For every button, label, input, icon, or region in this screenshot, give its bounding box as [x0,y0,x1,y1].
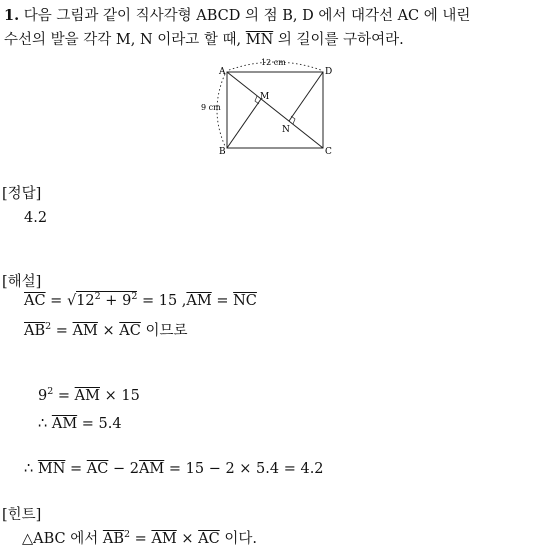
segment-mn: $\overline{MN}$ [37,461,66,477]
answer-value: 4.2 [24,210,48,226]
question-line-1 [4,4,470,25]
minus: − 2 [108,461,139,477]
segment-am: $\overline{AM}$ [151,531,177,547]
solution-header: [해설] [2,274,42,290]
triangle-text: △ABC 에서 [22,531,103,547]
segment-mn: $\overline{MN}$ [245,32,274,48]
hint-header: [힌트] [2,507,42,523]
equals: = [65,461,87,477]
radicand-a: 12 [76,293,95,309]
segment-ac: $\overline{AC}$ [24,293,46,309]
question-text-3: 의 길이를 구하여라. [277,32,404,48]
exponent: 2 [47,386,54,398]
label-m: M [260,92,270,102]
segment-ac: $\overline{AC}$ [119,323,141,339]
perpendicular-dn [289,72,323,121]
equals: = [51,323,73,339]
radicand [76,291,137,309]
plus: + [100,293,123,309]
radicand-b: 9 [122,293,132,309]
equals: = [53,388,75,404]
exponent: 2 [45,321,52,333]
sqrt-sign: √ [66,293,77,309]
solution-line-4 [38,416,122,432]
perpendicular-bm [227,99,261,148]
tail-text: 이다. [219,531,257,547]
label-b: B [219,147,226,157]
therefore-symbol: ∴ [38,416,52,432]
result-15: = 15 , [137,293,187,309]
tail-text: 이므로 [140,323,188,339]
solution-line-3 [38,388,140,404]
top-length-label: 12 cm [261,58,286,67]
solution-line-5 [24,461,324,477]
tail-text: = 5.4 [77,416,122,432]
label-n: N [282,125,290,135]
question-text-2: 수선의 발을 각각 M, N 이라고 할 때, [4,32,242,48]
segment-am: $\overline{AM}$ [186,293,212,309]
times: × [97,323,120,339]
segment-am: $\overline{AM}$ [74,388,100,404]
exponent-b: 2 [131,291,138,303]
rectangle-figure [195,56,345,158]
segment-am: $\overline{AM}$ [138,461,165,477]
label-a: A [219,67,226,77]
equals-2: = [211,293,234,309]
segment-am: $\overline{AM}$ [72,323,98,339]
segment-am: $\overline{AM}$ [51,416,78,432]
question-text-1: 다음 그림과 같이 직사각형 ABCD 의 점 B, D 에서 대각선 AC 에 내린 [23,8,471,24]
label-c: C [325,147,332,157]
segment-ab: $\overline{AB}$ [24,323,46,339]
exponent: 2 [124,529,131,541]
segment-ab: $\overline{AB}$ [102,531,125,547]
left-length-label: 9 cm [201,103,221,112]
base: 9 [38,388,48,404]
diagonal-ac [227,72,323,148]
segment-nc: $\overline{NC}$ [233,293,257,309]
segment-ac: $\overline{AC}$ [198,531,220,547]
tail-text: = 15 − 2 × 5.4 = 4.2 [164,461,324,477]
segment-ac: $\overline{AC}$ [86,461,109,477]
equals: = [130,531,152,547]
equals: = [45,293,67,309]
exponent-a: 2 [94,291,101,303]
answer-header: [정답] [2,186,42,202]
label-d: D [325,67,333,77]
therefore-symbol: ∴ [24,461,38,477]
times: × [176,531,199,547]
solution-line-2 [24,319,187,340]
tail-text: × 15 [99,388,140,404]
question-line-2 [4,28,404,49]
question-number: 1. [4,7,20,24]
solution-line-1 [24,293,257,309]
